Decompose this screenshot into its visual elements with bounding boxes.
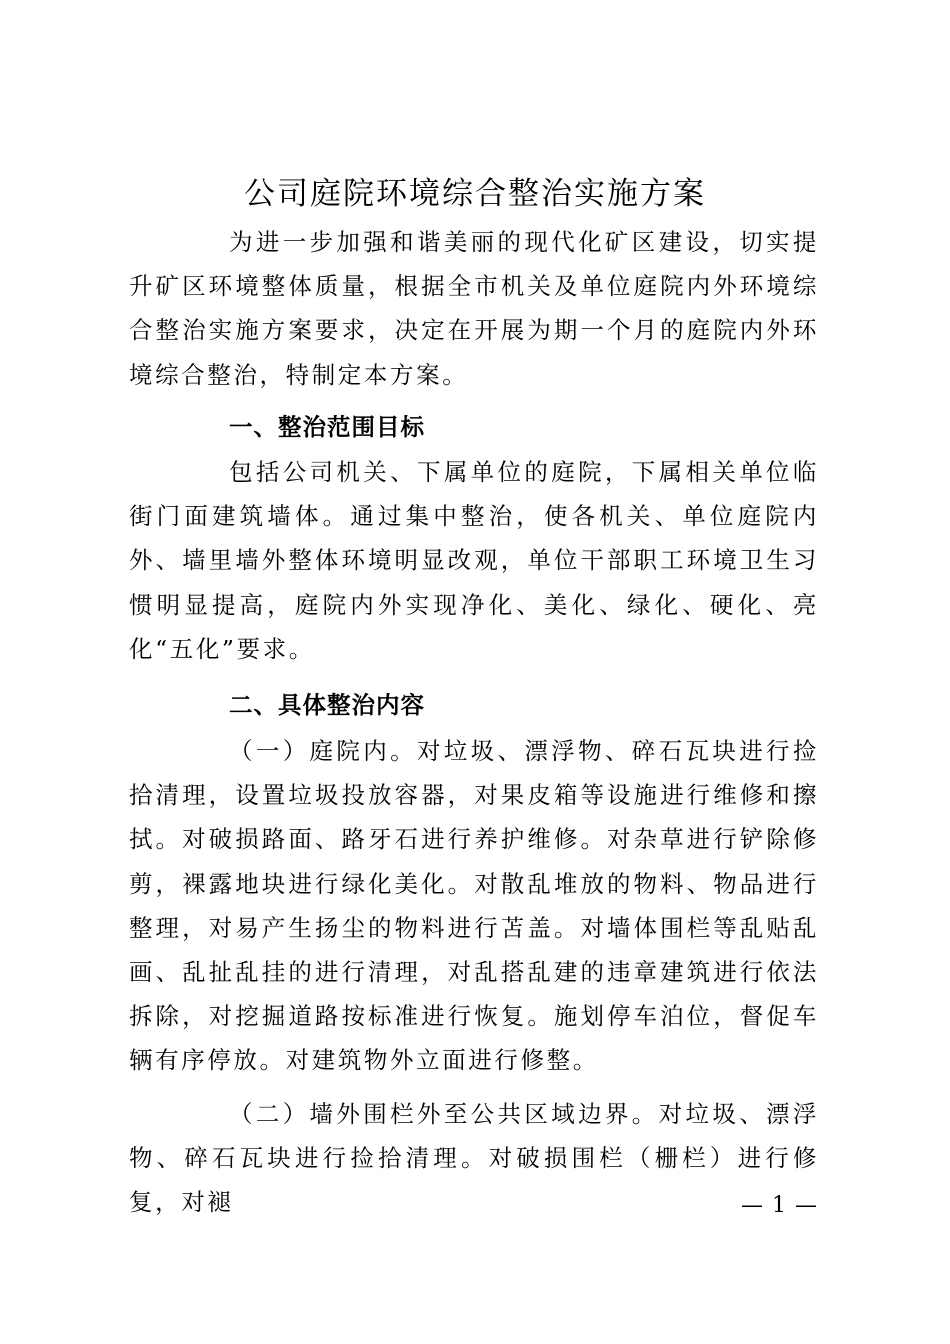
document-title: 公司庭院环境综合整治实施方案 xyxy=(244,176,706,212)
page-number: — 1 — xyxy=(741,1193,818,1218)
section-heading-scope: 一、整治范围目标 xyxy=(229,413,425,441)
content-item-courtyard: （一）庭院内。对垃圾、漂浮物、碎石瓦块进行捡拾清理，设置垃圾投放容器，对果皮箱等设施进行维修和擦拭。对破损路面、路牙石进行养护维修。对杂草进行铲除修剪，裸露地块进行绿化美化。对散乱堆放的物料、物品进行整理，对易产生扬尘的物料进行苫盖。对墙体围栏等乱贴乱画、乱扯乱挂的进行清理，对乱搭乱建的违章建筑进行依法拆除，对挖掘道路按标准进行恢复。施划停车泊位，督促车辆有序停放。对建筑物外立面进行修整。 xyxy=(129,737,819,1075)
section-heading-content: 二、具体整治内容 xyxy=(229,691,425,719)
content-item-outside-wall: （二）墙外围栏外至公共区域边界。对垃圾、漂浮物、碎石瓦块进行捡拾清理。对破损围栏（栅栏）进行修复，对褪 xyxy=(129,1100,819,1217)
scope-paragraph: 包括公司机关、下属单位的庭院，下属相关单位临街门面建筑墙体。通过集中整治，使各机关、单位庭院内外、墙里墙外整体环境明显改观，单位干部职工环境卫生习惯明显提高，庭院内外实现净化、美化、绿化、硬化、亮化“五化”要求。 xyxy=(129,458,819,663)
intro-paragraph: 为进一步加强和谐美丽的现代化矿区建设，切实提升矿区环境整体质量，根据全市机关及单位庭院内外环境综合整治实施方案要求，决定在开展为期一个月的庭院内外环境综合整治，特制定本方案。 xyxy=(129,228,819,389)
